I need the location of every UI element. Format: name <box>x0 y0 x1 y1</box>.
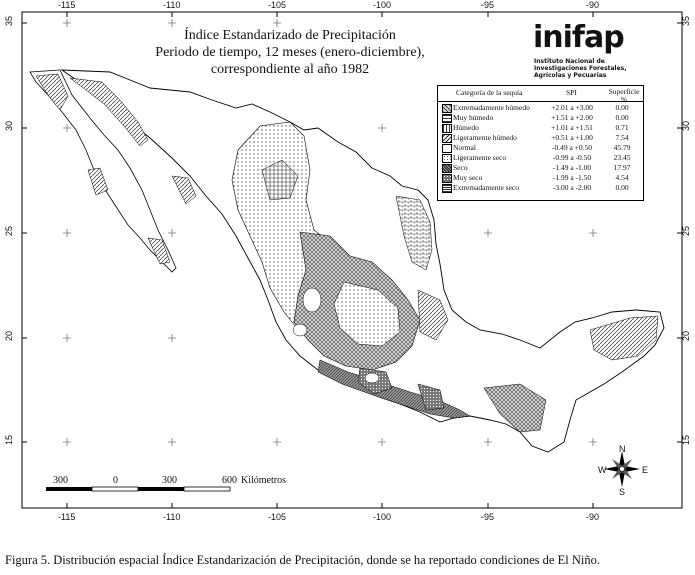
legend-surface: 0.71 <box>615 123 629 132</box>
legend-surface: 23.45 <box>613 153 631 162</box>
lat-label-right: 25 <box>681 225 692 237</box>
legend-surface: 4.54 <box>615 173 629 182</box>
lon-label-top: -105 <box>268 0 287 10</box>
lon-label-bottom: -115 <box>58 512 76 522</box>
legend-box <box>437 85 644 201</box>
scale-tick-label: 300 <box>162 475 177 486</box>
lon-label-bottom: -100 <box>373 512 392 522</box>
map-title-line2: Periodo de tiempo, 12 meses (enero-diciembre), <box>155 45 425 60</box>
legend-spi: -0.49 a +0.50 <box>551 143 593 152</box>
lon-label-bottom: -95 <box>481 512 495 522</box>
legend-category: Ligeramente húmedo <box>453 133 517 142</box>
legend-category: Normal <box>453 143 476 152</box>
legend-surface: 0.00 <box>615 113 629 122</box>
lat-label-left: 20 <box>4 330 15 342</box>
legend-category: Húmedo <box>453 123 479 132</box>
legend-header-spi: SPI <box>566 88 577 97</box>
legend-row <box>438 153 643 163</box>
legend-spi: -1.99 a -1.50 <box>552 173 592 182</box>
legend-spi: +1.01 a +1.51 <box>551 123 593 132</box>
legend-surface: 0.00 <box>615 103 629 112</box>
lon-label-top: -95 <box>481 0 495 10</box>
normal-enclave-2 <box>293 324 307 336</box>
legend-row <box>438 183 643 193</box>
legend-spi: -3.00 a -2.00 <box>552 183 592 192</box>
legend-row <box>438 123 643 133</box>
scale-tick-label: 600 <box>222 475 237 486</box>
lon-label-top: -110 <box>163 0 181 10</box>
lon-label-bottom: -90 <box>586 512 600 522</box>
legend-swatch <box>442 114 452 123</box>
legend-surface: 17.97 <box>613 163 631 172</box>
legend-swatch <box>442 104 452 113</box>
legend-header-surface: Superficie % <box>608 87 640 104</box>
legend-category: Muy seco <box>453 173 483 182</box>
legend-swatch <box>442 154 452 163</box>
lat-label-left: 15 <box>4 434 15 446</box>
legend-row <box>438 173 643 183</box>
normal-enclave <box>303 288 321 312</box>
legend-row <box>438 163 643 173</box>
institution-name: Instituto Nacional de Investigaciones Forestales, Agrícolas y Pecuarias <box>534 58 627 79</box>
lon-label-top: -90 <box>586 0 600 10</box>
lon-label-top: -100 <box>373 0 392 10</box>
compass-west: W <box>598 465 607 475</box>
legend-spi: +0.51 a +1.00 <box>551 133 593 142</box>
legend-spi: +2.01 a +3.00 <box>551 103 593 112</box>
lat-label-right: 15 <box>681 434 692 446</box>
lat-label-left: 30 <box>4 120 15 132</box>
map-title-line1: Índice Estandarizado de Precipitación <box>184 28 396 43</box>
legend-category: Seco <box>453 163 468 172</box>
scale-unit-label: Kilómetros <box>241 475 286 486</box>
legend-category: Extremadamente seco <box>453 183 520 192</box>
compass-north: N <box>619 444 626 454</box>
lat-label-left: 25 <box>4 225 15 237</box>
scale-bar <box>46 487 230 491</box>
lon-label-bottom: -105 <box>268 512 287 522</box>
legend-category: Muy húmedo <box>453 113 494 122</box>
scale-tick-label: 300 <box>53 475 68 486</box>
compass-south: S <box>619 487 626 497</box>
scale-tick-label: 0 <box>113 475 118 486</box>
inifap-logo: inifap <box>533 20 624 55</box>
legend-swatch <box>442 174 452 183</box>
legend-category: Ligeramente seco <box>453 153 507 162</box>
legend-row <box>438 113 643 123</box>
legend-swatch <box>442 144 452 153</box>
legend-category: Extremadamente húmedo <box>453 103 530 112</box>
legend-row <box>438 133 643 143</box>
humid-enclave <box>365 373 379 383</box>
map-title-line3: correspondiente al año 1982 <box>210 62 370 77</box>
lat-label-right: 20 <box>681 330 692 342</box>
lon-label-top: -115 <box>58 0 76 10</box>
legend-header-category: Categoría de la sequía <box>456 88 523 97</box>
legend-swatch <box>442 134 452 143</box>
legend-surface: 0.00 <box>615 183 629 192</box>
figure-caption: Figura 5. Distribución espacial Índice Estandarización de Precipitación, donde se ha reportado condiciones de El Niño. <box>5 553 600 567</box>
legend-spi: +1.51 a +2.00 <box>551 113 593 122</box>
lon-label-bottom: -110 <box>163 512 181 522</box>
legend-swatch <box>442 124 452 133</box>
legend-swatch <box>442 184 452 193</box>
compass-east: E <box>642 465 649 475</box>
legend-swatch <box>442 164 452 173</box>
lat-label-right: 30 <box>681 120 692 132</box>
lat-label-left: 35 <box>4 15 15 27</box>
lat-label-right: 35 <box>681 15 692 27</box>
legend-row <box>438 143 643 153</box>
legend-row <box>438 103 643 113</box>
legend-spi: -0.99 a -0.50 <box>552 153 592 162</box>
legend-spi: -1.49 a -1.00 <box>552 163 592 172</box>
legend-surface: 7.54 <box>615 133 629 142</box>
legend-surface: 45.79 <box>613 143 631 152</box>
